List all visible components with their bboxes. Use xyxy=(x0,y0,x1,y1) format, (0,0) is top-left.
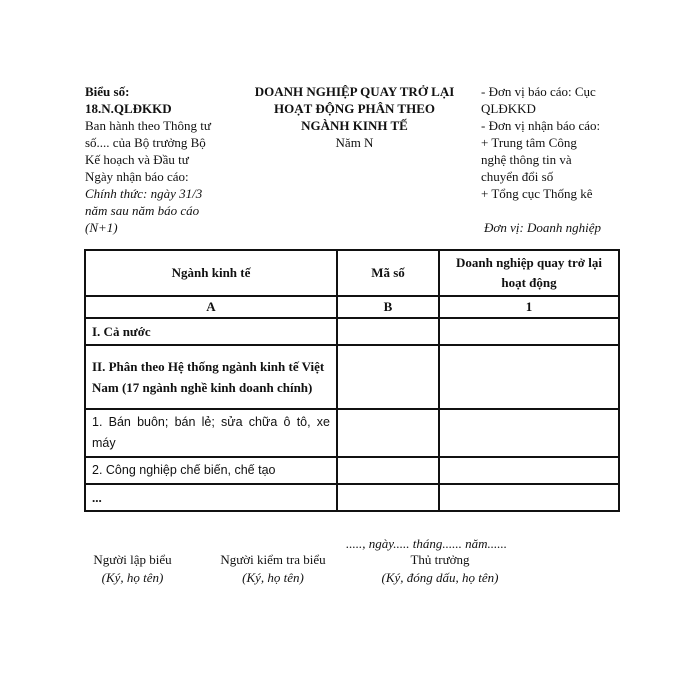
table-row xyxy=(85,345,619,409)
signer-head xyxy=(365,551,515,587)
report-year: Năm N xyxy=(335,135,374,150)
row-code-cell xyxy=(337,409,439,457)
unit-line: nghệ thông tin và xyxy=(481,152,572,167)
issued-line: số.... của Bộ trưởng Bộ xyxy=(85,135,206,150)
signer-role: Người lập biểu xyxy=(93,552,172,567)
table-row xyxy=(85,318,619,345)
reporting-units xyxy=(481,83,626,202)
column-code-row xyxy=(85,296,619,318)
unit-line: - Đơn vị báo cáo: Cục xyxy=(481,84,596,99)
row-value-cell xyxy=(439,345,619,409)
form-code: 18.N.QLĐKKD xyxy=(85,101,172,116)
row-label: II. Phân theo Hệ thống ngành kinh tế Việt Nam (17 ngành nghề kinh doanh chính) xyxy=(85,345,337,409)
signer-role: Người kiểm tra biểu xyxy=(220,552,326,567)
row-label: I. Cả nước xyxy=(85,318,337,345)
column-code-1: 1 xyxy=(439,296,619,318)
row-code-cell xyxy=(337,457,439,484)
report-title xyxy=(232,83,477,151)
unit-line: chuyển đổi số xyxy=(481,169,554,184)
title-line: HOẠT ĐỘNG PHÂN THEO xyxy=(274,101,435,116)
official-line: Chính thức: ngày 31/3 xyxy=(85,186,203,201)
issued-line: Ban hành theo Thông tư xyxy=(85,118,211,133)
table-row xyxy=(85,484,619,511)
signer-note: (Ký, đóng dấu, họ tên) xyxy=(381,570,499,585)
row-code-cell xyxy=(337,345,439,409)
unit-line: QLĐKKD xyxy=(481,101,536,116)
table-row xyxy=(85,409,619,457)
form-label: Biểu số: xyxy=(85,84,130,99)
row-code-cell xyxy=(337,318,439,345)
signer-note: (Ký, họ tên) xyxy=(101,570,164,585)
issued-line: Kế hoạch và Đầu tư xyxy=(85,152,189,167)
signer-role: Thủ trưởng xyxy=(410,552,470,567)
row-value-cell xyxy=(439,318,619,345)
table-row xyxy=(85,457,619,484)
receive-date-label: Ngày nhận báo cáo: xyxy=(85,169,189,184)
report-table xyxy=(84,249,620,512)
official-line: (N+1) xyxy=(85,220,118,235)
unit-line: + Tổng cục Thống kê xyxy=(481,186,593,201)
date-line: ....., ngày..... tháng...... năm...... xyxy=(346,536,508,551)
column-code-a: A xyxy=(85,296,337,318)
measurement-unit: Đơn vị: Doanh nghiệp xyxy=(484,220,602,235)
row-code-cell xyxy=(337,484,439,511)
row-label: 2. Công nghiệp chế biến, chế tạo xyxy=(85,457,337,484)
row-label: ... xyxy=(85,484,337,511)
signer-checker xyxy=(208,551,338,587)
header-industry: Ngành kinh tế xyxy=(85,250,337,296)
row-value-cell xyxy=(439,484,619,511)
title-line: DOANH NGHIỆP QUAY TRỞ LẠI xyxy=(254,84,455,99)
signer-preparer xyxy=(80,551,185,587)
header-returning-enterprises: Doanh nghiệp quay trở lại hoạt động xyxy=(439,250,619,296)
signer-note: (Ký, họ tên) xyxy=(242,570,304,585)
column-code-b: B xyxy=(337,296,439,318)
row-label: 1. Bán buôn; bán lẻ; sửa chữa ô tô, xe máy xyxy=(85,409,337,457)
table-header-row xyxy=(85,250,619,296)
unit-line: - Đơn vị nhận báo cáo: xyxy=(481,118,601,133)
title-line: NGÀNH KINH TẾ xyxy=(301,118,408,133)
unit-line: + Trung tâm Công xyxy=(481,135,577,150)
header-code: Mã số xyxy=(337,250,439,296)
row-value-cell xyxy=(439,409,619,457)
form-info xyxy=(85,83,235,236)
official-line: năm sau năm báo cáo xyxy=(85,203,200,218)
row-value-cell xyxy=(439,457,619,484)
